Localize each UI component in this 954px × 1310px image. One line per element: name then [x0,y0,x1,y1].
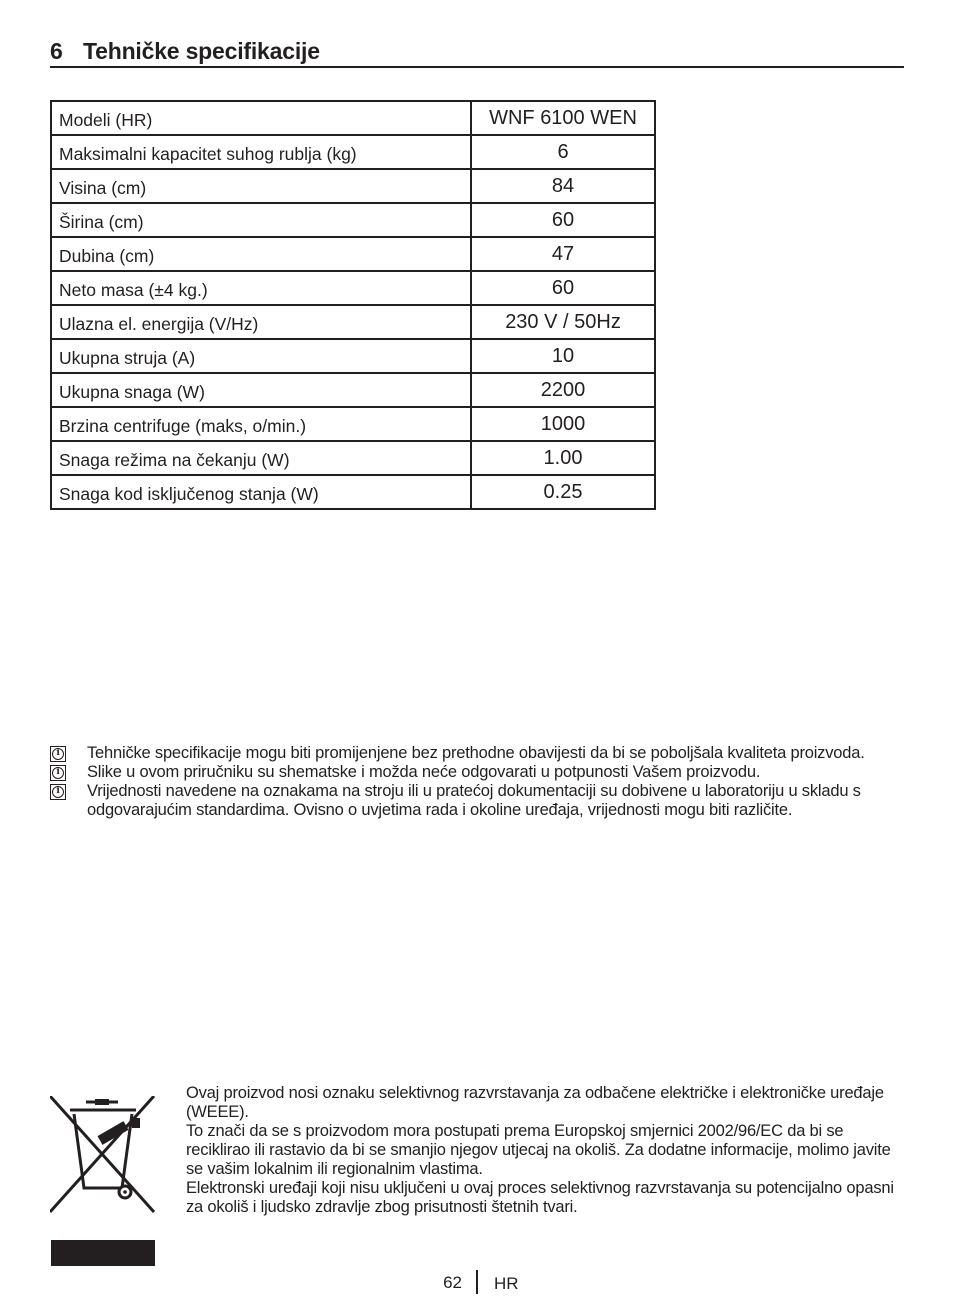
page-footer [0,1270,954,1296]
spec-value: 2200 [471,373,655,407]
table-row [51,441,655,475]
table-row [51,305,655,339]
weee-bar [51,1240,155,1266]
spec-label: Brzina centrifuge (maks, o/min.) [51,407,471,441]
spec-value: WNF 6100 WEN [471,101,655,135]
spec-value: 47 [471,237,655,271]
info-note [50,782,920,820]
weee-paragraph: Ovaj proizvod nosi oznaku selektivnog razvrstavanja za odbačene električke i elektroničke uređaje (WEEE). [186,1084,884,1121]
spec-value: 84 [471,169,655,203]
spec-label: Ukupna snaga (W) [51,373,471,407]
table-row [51,373,655,407]
table-row [51,101,655,135]
spec-value: 1000 [471,407,655,441]
table-row [51,407,655,441]
note-text: Vrijednosti navedene na oznakama na stroju ili u pratećoj dokumentaciji su dobivene u laboratoriju u skladu s odgovarajućim standardima. Ovisno o uvjetima rada i okoline uređaja, vrijednosti mogu biti različite. [87,782,861,819]
weee-paragraph: To znači da se s proizvodom mora postupati prema Europskoj smjernici 2002/96/EC da bi se reciklirao ili rastavio da bi se smanjio njegov utjecaj na okoliš. Za dodatne informacije, molimo javite se vašim lokalnim ili regionalnim vlastima. [186,1122,891,1178]
spec-value: 10 [471,339,655,373]
table-row [51,203,655,237]
table-row [51,169,655,203]
info-note [50,763,920,782]
table-row [51,475,655,509]
spec-value: 6 [471,135,655,169]
spec-value: 60 [471,203,655,237]
note-text: Slike u ovom priručniku su shematske i možda neće odgovarati u potpunosti Vašem proizvodu. [87,763,761,781]
spec-value: 230 V / 50Hz [471,305,655,339]
spec-label: Neto masa (±4 kg.) [51,271,471,305]
crossed-out-wheelie-bin-icon [50,1096,156,1214]
spec-label: Ukupna struja (A) [51,339,471,373]
table-row [51,271,655,305]
spec-label: Dubina (cm) [51,237,471,271]
spec-value: 0.25 [471,475,655,509]
table-row [51,339,655,373]
spec-value: 1.00 [471,441,655,475]
table-row [51,135,655,169]
spec-label: Širina (cm) [51,203,471,237]
section-number: 6 [50,38,63,64]
spec-value: 60 [471,271,655,305]
info-note [50,744,920,763]
spec-label: Ulazna el. energija (V/Hz) [51,305,471,339]
language-code: HR [494,1274,519,1293]
spec-label: Maksimalni kapacitet suhog rublja (kg) [51,135,471,169]
spec-label: Snaga kod isključenog stanja (W) [51,475,471,509]
note-text: Tehničke specifikacije mogu biti promijenjene bez prethodne obavijesti da bi se poboljšala kvaliteta proizvoda. [87,744,865,762]
info-icon: i [50,746,66,762]
weee-paragraph: Elektronski uređaji koji nisu uključeni u ovaj proces selektivnog razvrstavanja su potencijalno opasni za okoliš i ljudsko zdravlje zbog prisutnosti štetnih tvari. [186,1179,894,1216]
table-row [51,237,655,271]
spec-label: Visina (cm) [51,169,471,203]
spec-label: Snaga režima na čekanju (W) [51,441,471,475]
section-heading [50,36,904,68]
section-title: Tehničke specifikacije [83,38,320,64]
info-icon: i [50,765,66,781]
specifications-table [50,100,656,510]
page-number: 62 [443,1273,462,1292]
weee-description [186,1084,906,1217]
footer-divider [476,1270,478,1294]
info-notes [50,744,920,820]
spec-label: Modeli (HR) [51,101,471,135]
info-icon: i [50,784,66,800]
